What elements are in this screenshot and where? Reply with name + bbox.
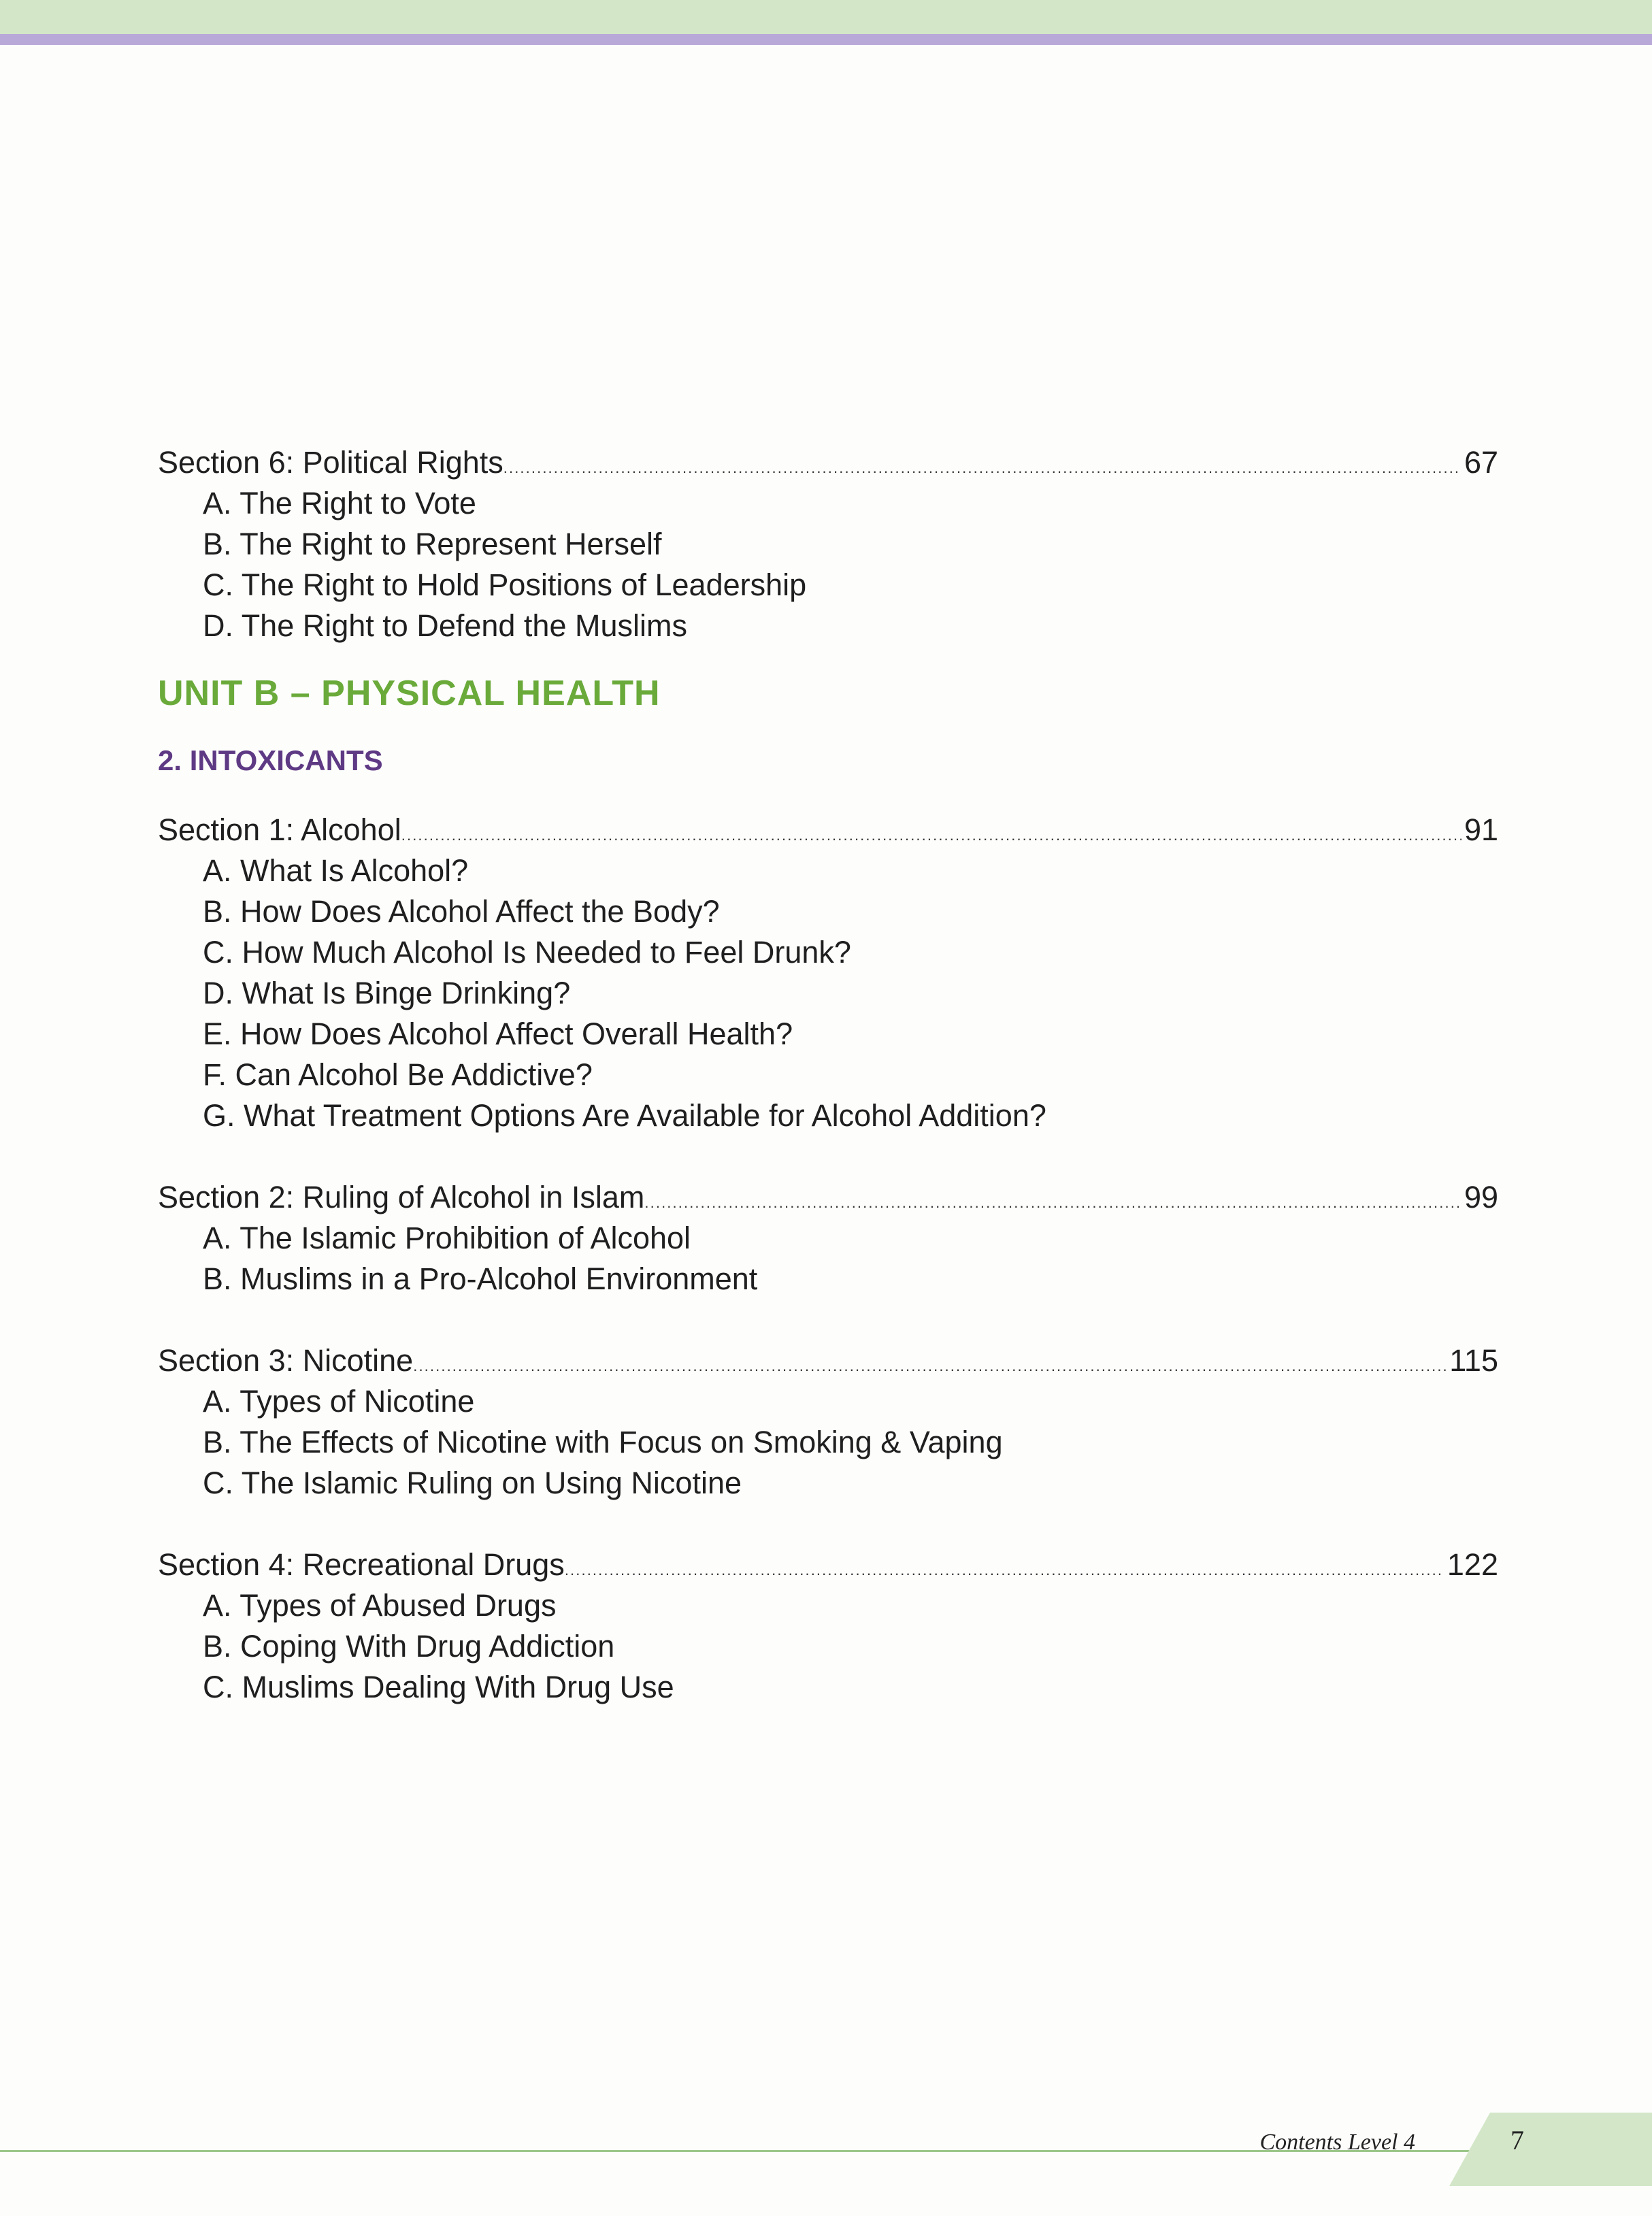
toc-subitem: F. Can Alcohol Be Addictive? [203, 1057, 593, 1092]
section-title: Section 6: Political Rights [158, 445, 503, 480]
toc-section-row [158, 810, 1498, 850]
toc-subitem: D. What Is Binge Drinking? [203, 976, 571, 1010]
toc-subitem: C. How Much Alcohol Is Needed to Feel Drunk? [203, 935, 851, 970]
top-accent-stripe [0, 34, 1652, 45]
toc-subitem: C. Muslims Dealing With Drug Use [203, 1670, 674, 1704]
toc-section-row [158, 1340, 1498, 1381]
toc-section-row [158, 1544, 1498, 1585]
footer-label: Contents Level 4 [1259, 2130, 1415, 2155]
toc-subitem: D. The Right to Defend the Muslims [203, 608, 687, 643]
toc-section-row [158, 442, 1498, 483]
toc-subitem: B. Coping With Drug Addiction [203, 1629, 615, 1664]
section-gap [158, 1504, 1498, 1544]
section-title: Section 2: Ruling of Alcohol in Islam [158, 1180, 645, 1214]
section-page-number: 99 [1464, 1180, 1498, 1214]
toc-section-row [158, 1177, 1498, 1218]
top-band [0, 0, 1652, 34]
page-number: 7 [1510, 2125, 1524, 2155]
section-page-number: 91 [1464, 812, 1498, 847]
section-title: Section 3: Nicotine [158, 1343, 414, 1378]
toc-subitem: B. The Right to Represent Herself [203, 527, 662, 561]
unit-heading: UNIT B – PHYSICAL HEALTH [158, 674, 661, 713]
section-page-number: 115 [1449, 1343, 1498, 1378]
toc-subitem: B. The Effects of Nicotine with Focus on Smoking & Vaping [203, 1425, 1003, 1459]
section-gap [158, 1300, 1498, 1340]
chapter-heading: 2. INTOXICANTS [158, 744, 383, 776]
toc-subitem: G. What Treatment Options Are Available for Alcohol Addition? [203, 1098, 1046, 1133]
toc-subitem: A. The Right to Vote [203, 486, 476, 520]
toc-subitem: A. What Is Alcohol? [203, 853, 469, 888]
footer-page-tab [1449, 2113, 1652, 2186]
toc-subitem: B. Muslims in a Pro-Alcohol Environment [203, 1261, 758, 1296]
section-page-number: 67 [1464, 445, 1498, 480]
section-title: Section 4: Recreational Drugs [158, 1547, 565, 1582]
section-title: Section 1: Alcohol [158, 812, 401, 847]
toc-subitem: C. The Right to Hold Positions of Leadership [203, 567, 807, 602]
dot-leader [503, 442, 1461, 489]
toc-subitem: A. The Islamic Prohibition of Alcohol [203, 1221, 691, 1255]
dot-leader [413, 1340, 1447, 1387]
dot-leader [401, 810, 1461, 856]
table-of-contents [158, 442, 1498, 1708]
dot-leader [644, 1177, 1461, 1223]
dot-leader [565, 1544, 1444, 1591]
toc-subitem: B. How Does Alcohol Affect the Body? [203, 894, 720, 929]
toc-subitem: C. The Islamic Ruling on Using Nicotine [203, 1466, 742, 1500]
section-page-number: 122 [1447, 1547, 1498, 1582]
toc-subitem: E. How Does Alcohol Affect Overall Health? [203, 1016, 793, 1051]
toc-subitem: A. Types of Nicotine [203, 1384, 475, 1419]
section-gap [158, 1136, 1498, 1177]
toc-subitem: A. Types of Abused Drugs [203, 1588, 557, 1623]
